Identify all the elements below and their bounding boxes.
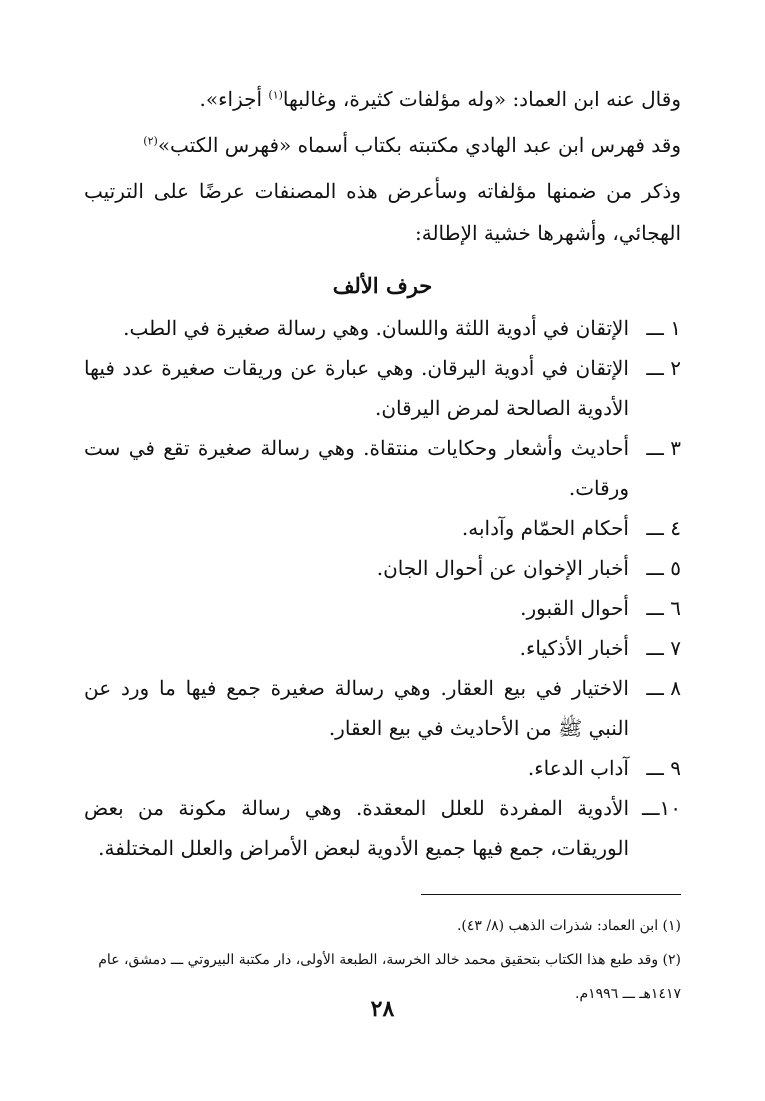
list-item [84, 668, 681, 748]
list-item [84, 788, 681, 868]
list-item [84, 348, 681, 428]
paragraph-intro-list [84, 170, 681, 254]
item-number: ٨ ـــ [646, 676, 681, 700]
footnote-2: (٢) وقد طبع هذا الكتاب بتحقيق محمد خالد الخرسة، الطبعة الأولى، دار مكتبة البيروتي ـــ دمشق، عام ١٤١٧هـ ـــ ١٩٩٦م. [98, 952, 681, 1002]
paragraph-text: وذكر من ضمنها مؤلفاته وسأعرض هذه المصنفات عرضًا على الترتيب الهجائي، وأشهرها خشية الإطالة: [84, 179, 681, 245]
item-number: ١ ـــ [646, 316, 681, 340]
list-item [84, 628, 681, 668]
paragraph-quote [84, 78, 681, 120]
item-number: ٩ ـــ [646, 756, 681, 780]
list-item [84, 588, 681, 628]
item-number: ٤ ـــ [646, 516, 681, 540]
item-number: ٢ ـــ [646, 356, 681, 380]
item-text: أحوال القبور. [520, 596, 629, 620]
item-text: الإتقان في أدوية اليرقان. وهي عبارة عن وريقات صغيرة عدد فيها الأدوية الصالحة لمرض اليرقان. [84, 356, 629, 420]
footnote-ref[interactable]: (٢) [143, 134, 158, 148]
section-title: حرف الألف [332, 273, 433, 298]
item-number: ٦ ـــ [646, 596, 681, 620]
item-text: أخبار الإخوان عن أحوال الجان. [376, 556, 629, 580]
list-item [84, 548, 681, 588]
footnote-1: (١) ابن العماد: شذرات الذهب (٨/ ٤٣). [456, 918, 681, 934]
footnote-divider [421, 894, 681, 895]
item-text: الاختيار في بيع العقار. وهي رسالة صغيرة جمع فيها ما ورد عن النبي ﷺ من الأحاديث في بيع العقار. [84, 676, 629, 740]
item-number: ١٠ـــ [641, 796, 681, 820]
item-text: الأدوية المفردة للعلل المعقدة. وهي رسالة مكونة من بعض الوريقات، جمع فيها جميع الأدوية لبعض الأمراض والعلل المختلفة. [84, 796, 629, 860]
list-item [84, 748, 681, 788]
works-list [84, 308, 681, 868]
list-item [84, 508, 681, 548]
paragraph-text: وقال عنه ابن العماد: «وله مؤلفات كثيرة، وغالبها [282, 87, 681, 111]
paragraph-text: وقد فهرس ابن عبد الهادي مكتبته بكتاب أسماه «فهرس الكتب» [157, 133, 681, 157]
list-item [84, 308, 681, 348]
item-text: أحكام الحمّام وآدابه. [461, 516, 629, 540]
list-item [84, 428, 681, 508]
item-number: ٣ ـــ [646, 436, 681, 460]
page-number: ٢٨ [370, 996, 395, 1022]
paragraph-text-after: أجزاء». [199, 87, 269, 111]
item-text: الإتقان في أدوية اللثة واللسان. وهي رسالة صغيرة في الطب. [123, 316, 629, 340]
item-text: آداب الدعاء. [527, 756, 629, 780]
item-text: أخبار الأذكياء. [519, 636, 629, 660]
paragraph-catalog [84, 124, 681, 166]
item-number: ٥ ـــ [646, 556, 681, 580]
footnote-ref[interactable]: (١) [268, 88, 283, 102]
item-number: ٧ ـــ [646, 636, 681, 660]
item-text: أحاديث وأشعار وحكايات منتقاة. وهي رسالة صغيرة تقع في ست ورقات. [84, 436, 629, 500]
